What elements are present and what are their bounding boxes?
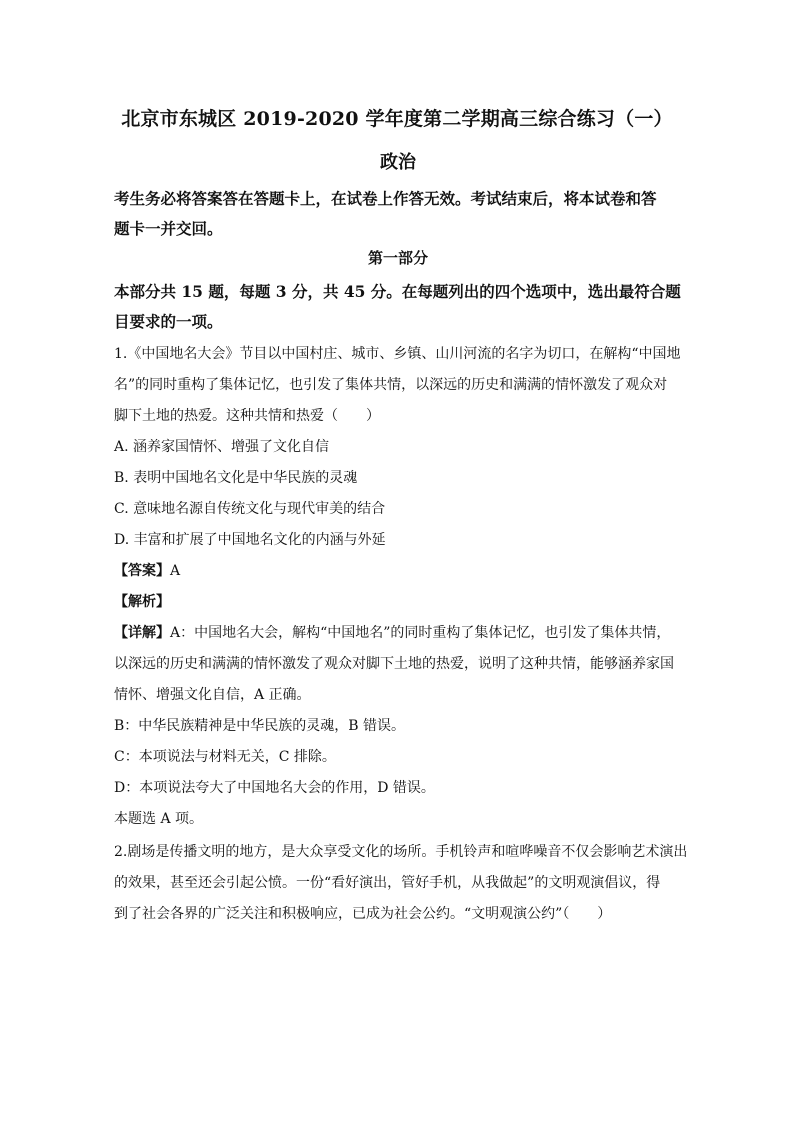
detail-line: B：中华民族精神是中华民族的灵魂，B 错误。 bbox=[114, 718, 406, 734]
part-description bbox=[114, 277, 682, 337]
answer-value: A bbox=[170, 563, 181, 579]
option-c: C. 意味地名源自传统文化与现代审美的结合 bbox=[114, 501, 386, 517]
notice-line: 考生务必将答案答在答题卡上，在试卷上作答无效。考试结束后，将本试卷和答 bbox=[114, 189, 657, 208]
question-stem-line: 1.《中国地名大会》节目以中国村庄、城市、乡镇、山川河流的名字为切口，在解构“中国地 bbox=[114, 346, 681, 362]
detail-line: 本题选 A 项。 bbox=[114, 811, 204, 827]
answer-line bbox=[114, 556, 682, 587]
question-stem-line: 2.剧场是传播文明的地方，是大众享受文化的场所。手机铃声和喧哗噪音不仅会影响艺术演出 bbox=[114, 844, 688, 860]
detail-text: A：中国地名大会，解构“中国地名”的同时重构了集体记忆，也引发了集体共情， bbox=[170, 625, 671, 641]
option-b: B. 表明中国地名文化是中华民族的灵魂 bbox=[114, 470, 358, 486]
question-stem-line: 的效果，甚至还会引起公愤。一份“看好演出，管好手机，从我做起”的文明观演倡议，得 bbox=[114, 875, 661, 891]
question-1 bbox=[114, 339, 682, 835]
detail-line: C：本项说法与材料无关，C 排除。 bbox=[114, 749, 336, 765]
part-description-line: 本部分共 15 题，每题 3 分，共 45 分。在每题列出的四个选项中，选出最符合题 bbox=[114, 282, 681, 301]
option-a: A. 涵养家国情怀、增强了文化自信 bbox=[114, 439, 330, 455]
question-stem-line: 到了社会各界的广泛关注和积极响应，已成为社会公约。“文明观演公约”（ ） bbox=[114, 906, 612, 922]
question-2 bbox=[114, 837, 688, 930]
question-stem-line: 脚下土地的热爱。这种共情和热爱（ ） bbox=[114, 408, 380, 424]
option-d: D. 丰富和扩展了中国地名文化的内涵与外延 bbox=[114, 532, 386, 548]
exam-notice bbox=[114, 184, 682, 244]
part-title: 第一部分 bbox=[367, 249, 428, 267]
detail-line: 以深远的历史和满满的情怀激发了观众对脚下土地的热爱，说明了这种共情，能够涵养家国 bbox=[114, 656, 674, 672]
detail-line bbox=[114, 618, 682, 649]
detail-label: 【详解】 bbox=[114, 625, 170, 641]
analysis-label: 【解析】 bbox=[114, 594, 170, 610]
detail-line: D：本项说法夸大了中国地名大会的作用，D 错误。 bbox=[114, 780, 435, 796]
page-title: 北京市东城区 2019-2020 学年度第二学期高三综合练习（一） bbox=[121, 108, 673, 130]
answer-label: 【答案】 bbox=[114, 563, 170, 579]
part-description-line: 目要求的一项。 bbox=[114, 312, 223, 331]
notice-line: 题卡一并交回。 bbox=[114, 219, 223, 238]
detail-line: 情怀、增强文化自信，A 正确。 bbox=[114, 687, 311, 703]
subject-heading: 政治 bbox=[380, 152, 416, 173]
question-stem-line: 名”的同时重构了集体记忆，也引发了集体共情，以深远的历史和满满的情怀激发了观众对 bbox=[114, 377, 668, 393]
